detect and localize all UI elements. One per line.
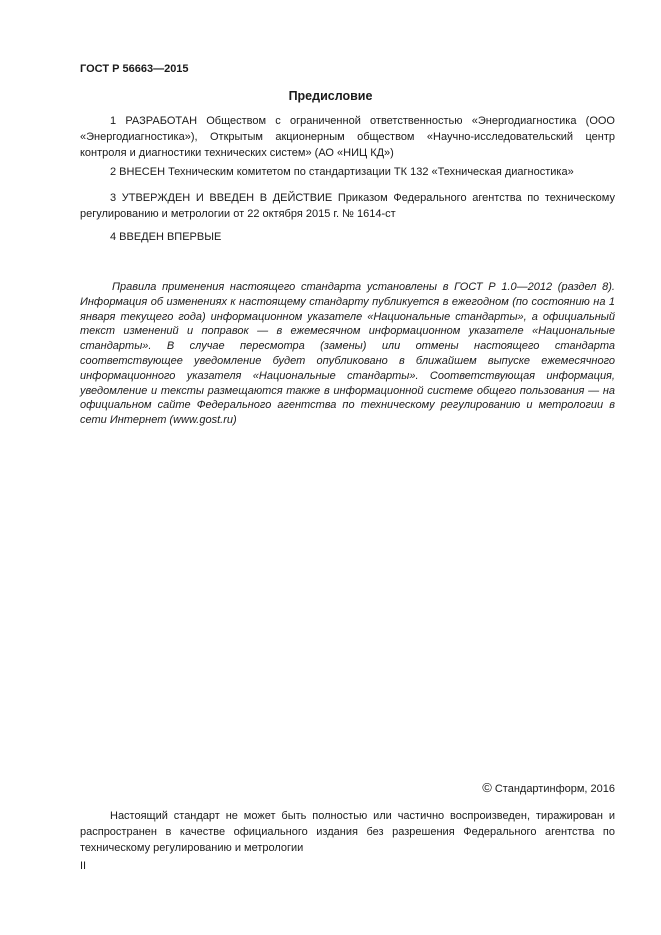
page-number: II — [80, 860, 87, 872]
copyright-text: Стандартинформ, 2016 — [494, 783, 615, 795]
preface-item-2: 2 ВНЕСЕН Техническим комитетом по стандартизации ТК 132 «Техническая диагностика» — [110, 166, 574, 178]
preface-item-1: 1 РАЗРАБОТАН Обществом с ограниченной ответственностью «Энергодиагностика (ООО «Энергодиагностика»), Открытым акционерным обществом «Научно-исследовательский центр контроля и диагностики технических систем» (АО «НИЦ КД») — [80, 115, 615, 159]
reproduction-notice: Настоящий стандарт не может быть полностью или частично воспроизведен, тиражирован и распространен в качестве официального издания без разрешения Федерального агентства по техническому регулированию и метрологии — [80, 810, 615, 854]
document-code: ГОСТ Р 56663—2015 — [80, 63, 189, 75]
page-title: Предисловие — [288, 89, 373, 103]
application-notice: Правила применения настоящего стандарта установлены в ГОСТ Р 1.0—2012 (раздел 8). Информация об изменениях к настоящему стандарту публикуется в ежегодном (по состоянию на 1 января текущего года) информационном указателе «Национальные стандарты», а официальный текст изменений и поправок — в ежемесячном информационном указателе «Национальные стандарты». В случае пересмотра (замены) или отмены настоящего стандарта соответствующее уведомление будет опубликовано в ближайшем выпуске ежемесячного информационного указателя «Национальные стандарты». Соответствующая информация, уведомление и тексты размещаются также в информационной системе общего пользования — на официальном сайте Федерального агентства по техническому регулированию и метрологии в сети Интернет (www.gost.ru) — [80, 281, 615, 427]
copyright-icon: © — [482, 780, 492, 795]
copyright-line — [0, 780, 615, 795]
preface-item-3: 3 УТВЕРЖДЕН И ВВЕДЕН В ДЕЙСТВИЕ Приказом Федерального агентства по техническому регулированию и метрологии от 22 октября 2015 г. № 1614-ст — [80, 192, 615, 220]
preface-item-4: 4 ВВЕДЕН ВПЕРВЫЕ — [110, 231, 222, 243]
